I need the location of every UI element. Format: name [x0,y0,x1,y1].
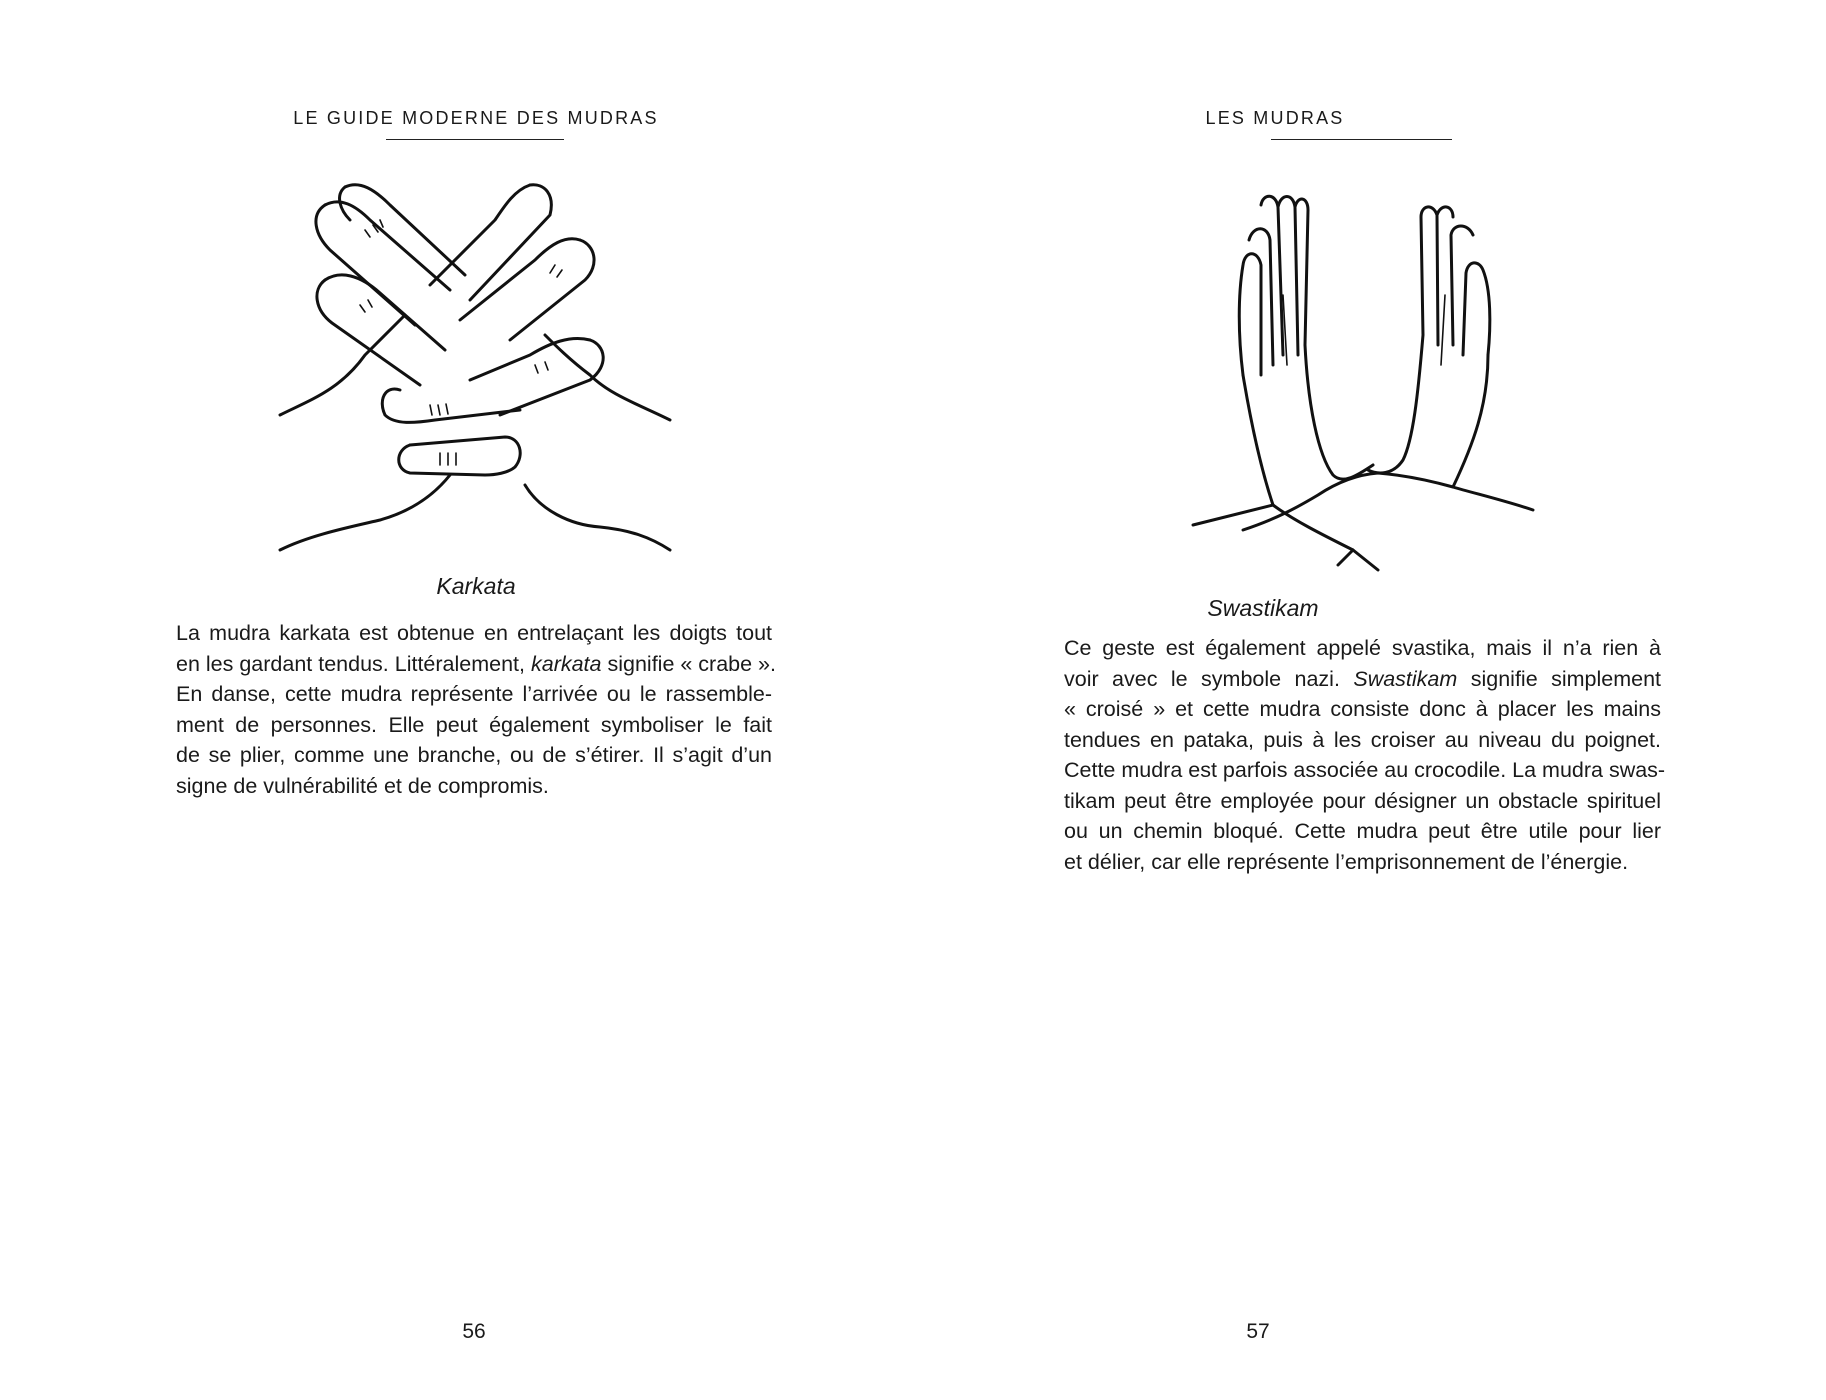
text-span: voir avec le symbole nazi. [1064,666,1354,691]
text-line [176,649,776,680]
text-line: La mudra karkata est obtenue en entrelaçant les doigts tout [176,621,772,645]
karkata-hands-illustration [270,175,690,560]
text-line: « croisé » et cette mudra consiste donc à placer les mains [1064,697,1661,721]
text-line: ou un chemin bloqué. Cette mudra peut être utile pour lier [1064,819,1661,843]
page-number-left: 56 [462,1320,486,1343]
text-line: tendues en pataka, puis à les croiser au niveau du poignet. [1064,727,1661,752]
running-head-rule-right [1271,139,1452,140]
running-head-left: LE GUIDE MODERNE DES MUDRAS [293,108,659,128]
running-head-right: LES MUDRAS [1205,108,1345,128]
text-line: et délier, car elle représente l’emprisonnement de l’énergie. [1064,849,1629,874]
text-line: de se plier, comme une branche, ou de s’étirer. Il s’agit d’un [176,743,772,767]
right-page [913,0,1826,1400]
text-line: Ce geste est également appelé svastika, mais il n’a rien à [1064,636,1661,660]
paragraph-karkata [176,618,776,801]
text-line: En danse, cette mudra représente l’arrivée ou le rassemble- [176,682,772,706]
text-span: en les gardant tendus. Littéralement, [176,651,531,676]
swastikam-hands-illustration [1183,175,1543,590]
text-span: signifie simplement [1457,666,1661,691]
emphasis-term: Swastikam [1353,666,1458,691]
running-head-rule-left [386,139,564,140]
caption-swastikam: Swastikam [1207,595,1319,621]
caption-karkata: Karkata [436,573,516,599]
text-line: Cette mudra est parfois associée au crocodile. La mudra swas- [1064,758,1666,782]
paragraph-swastikam [1064,633,1666,877]
text-span: signifie « crabe ». [601,651,776,676]
text-line: signe de vulnérabilité et de compromis. [176,773,549,798]
text-line: ment de personnes. Elle peut également symboliser le fait [176,712,772,737]
text-line [1064,664,1661,695]
text-line: tikam peut être employée pour désigner un obstacle spirituel [1064,788,1661,813]
emphasis-term: karkata [530,651,602,676]
page-number-right: 57 [1246,1320,1270,1343]
